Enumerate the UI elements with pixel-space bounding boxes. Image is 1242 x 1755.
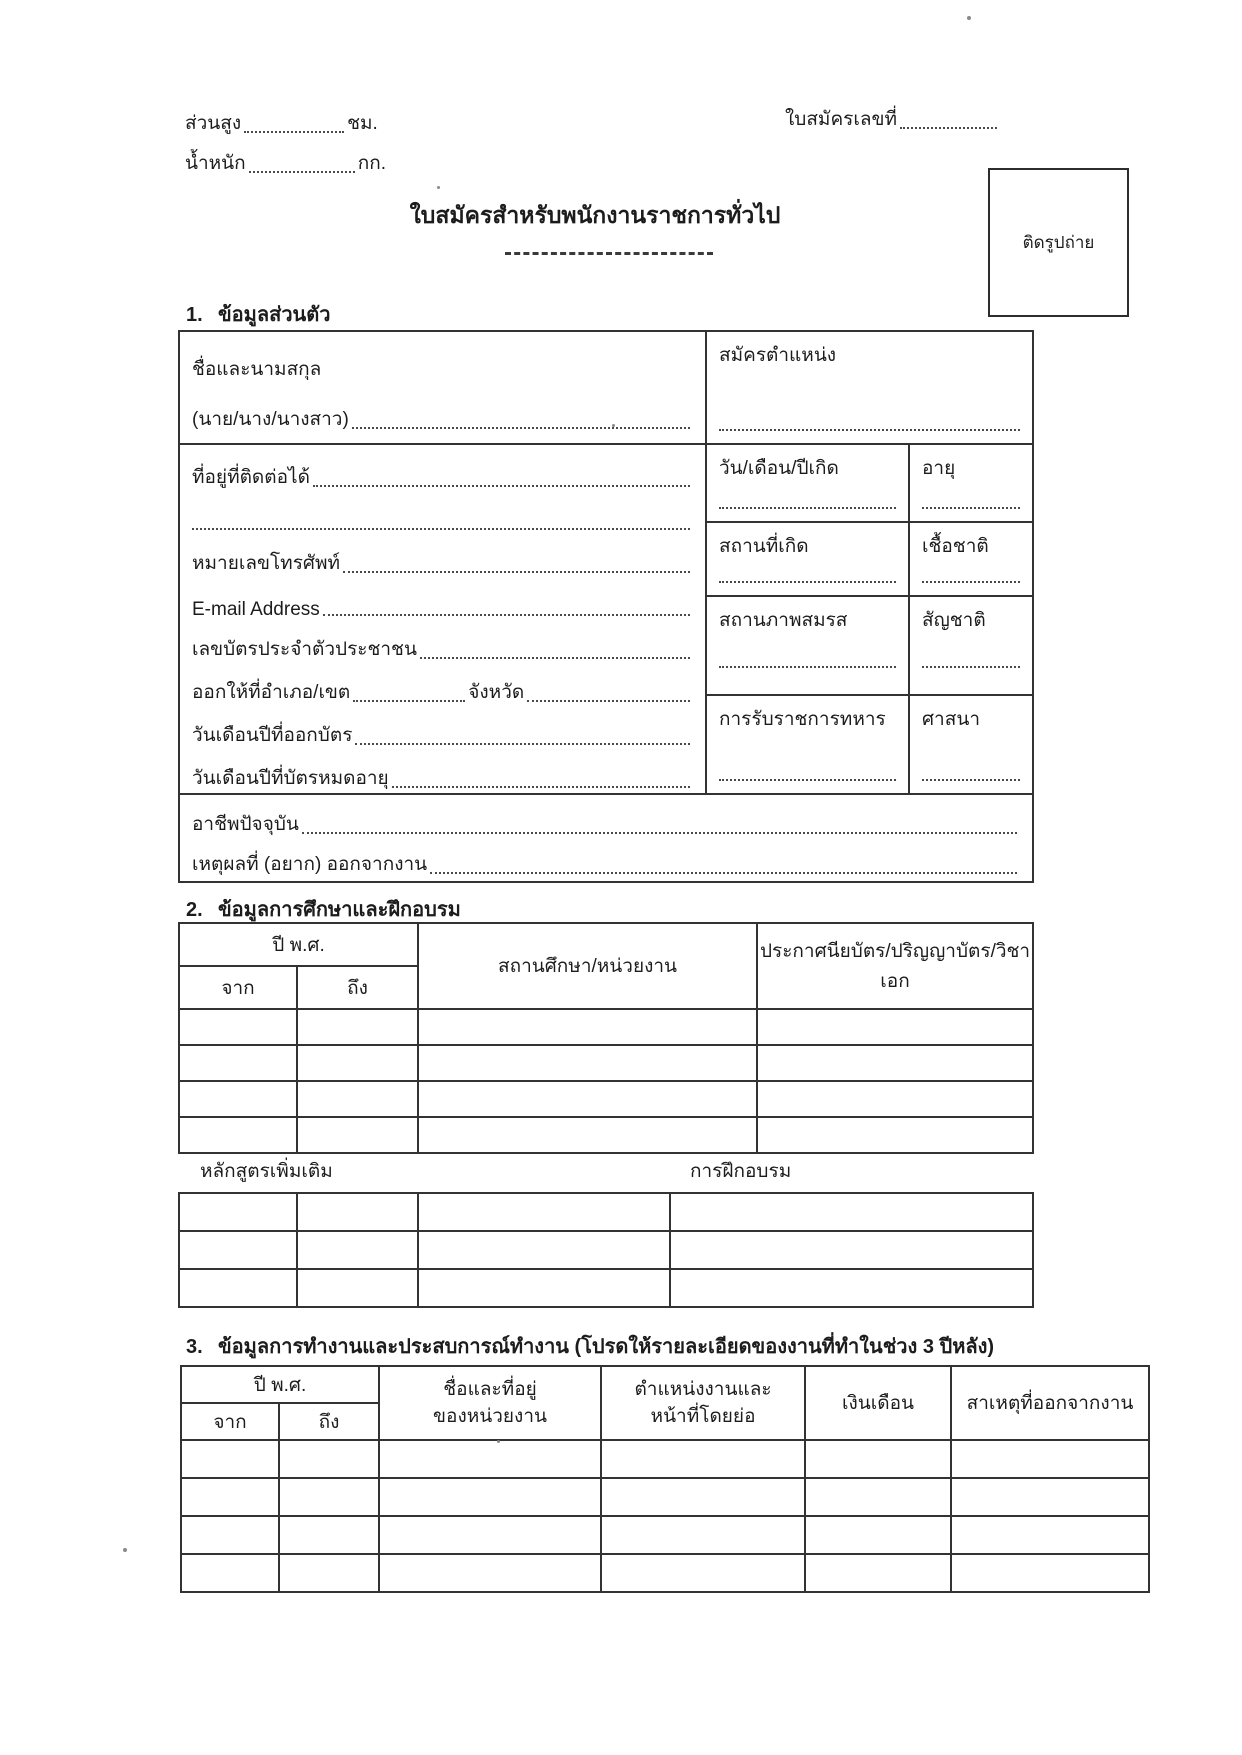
empty-cell bbox=[670, 1193, 1033, 1231]
section1-title: ข้อมูลส่วนตัว bbox=[218, 304, 331, 326]
age-label: อายุ bbox=[922, 458, 956, 479]
birth-date-cell bbox=[706, 444, 909, 522]
weight-label: น้ำหนัก bbox=[185, 153, 246, 174]
height-field bbox=[185, 98, 515, 138]
birth-place-cell bbox=[706, 522, 909, 596]
empty-cell bbox=[181, 1554, 279, 1592]
empty-cell bbox=[951, 1516, 1149, 1554]
empty-cell bbox=[805, 1478, 951, 1516]
table-row bbox=[181, 1516, 1149, 1554]
scan-speck bbox=[612, 424, 615, 427]
application-number-label: ใบสมัครเลขที่ bbox=[785, 109, 898, 130]
training-table bbox=[178, 1192, 1034, 1308]
empty-cell bbox=[601, 1516, 805, 1554]
work-position-header bbox=[601, 1366, 805, 1440]
name-prefix-label: (นาย/นาง/นางสาว) bbox=[192, 409, 349, 430]
height-dotted-line bbox=[244, 131, 344, 133]
empty-cell bbox=[601, 1440, 805, 1478]
age-cell bbox=[909, 444, 1033, 522]
scan-speck bbox=[967, 16, 971, 20]
table-row bbox=[179, 1269, 1033, 1307]
work-table-body bbox=[181, 1440, 1149, 1592]
empty-cell bbox=[670, 1269, 1033, 1307]
military-service-cell bbox=[706, 695, 909, 794]
work-employer-header-line2: ของหน่วยงาน bbox=[433, 1406, 547, 1427]
table-row bbox=[179, 1231, 1033, 1269]
empty-cell bbox=[951, 1440, 1149, 1478]
marital-status-cell bbox=[706, 596, 909, 694]
empty-cell bbox=[757, 1045, 1033, 1081]
training-label: การฝึกอบรม bbox=[690, 1161, 792, 1182]
ethnicity-dotted-line bbox=[922, 581, 1020, 583]
work-salary-header: เงินเดือน bbox=[805, 1366, 951, 1440]
religion-label: ศาสนา bbox=[922, 708, 980, 730]
education-table-body bbox=[179, 1009, 1033, 1153]
empty-cell bbox=[279, 1440, 379, 1478]
section1-heading bbox=[186, 298, 330, 330]
weight-unit: กก. bbox=[357, 153, 386, 174]
scan-speck bbox=[497, 1440, 500, 1443]
work-position-header-line2: หน้าที่โดยย่อ bbox=[650, 1406, 756, 1427]
name-cell bbox=[179, 331, 706, 444]
empty-cell bbox=[805, 1516, 951, 1554]
name-label: ชื่อและนามสกุล bbox=[192, 359, 322, 380]
table-row bbox=[181, 1440, 1149, 1478]
name-dotted-line bbox=[352, 427, 690, 429]
issue-date-dotted-line bbox=[355, 743, 690, 745]
height-label: ส่วนสูง bbox=[185, 113, 242, 134]
education-institution-header: สถานศึกษา/หน่วยงาน bbox=[418, 923, 757, 1009]
email-dotted-line bbox=[323, 614, 690, 616]
empty-cell bbox=[179, 1193, 297, 1231]
work-employer-header-line1: ชื่อและที่อยู่ bbox=[443, 1379, 537, 1400]
empty-cell bbox=[379, 1440, 601, 1478]
empty-cell bbox=[670, 1231, 1033, 1269]
marital-status-dotted-line bbox=[719, 666, 896, 668]
table-row bbox=[179, 1193, 1033, 1231]
empty-cell bbox=[297, 1081, 418, 1117]
empty-cell bbox=[179, 1231, 297, 1269]
scan-speck bbox=[123, 1548, 127, 1552]
empty-cell bbox=[179, 1117, 297, 1153]
issue-date-label: วันเดือนปีที่ออกบัตร bbox=[192, 725, 353, 746]
extra-course-label: หลักสูตรเพิ่มเติม bbox=[200, 1161, 333, 1182]
position-dotted-line bbox=[719, 429, 1020, 431]
table-row bbox=[179, 1117, 1033, 1153]
empty-cell bbox=[297, 1045, 418, 1081]
title-dash-line bbox=[505, 252, 713, 255]
phone-dotted-line bbox=[343, 571, 690, 573]
section3-number: 3. bbox=[186, 1336, 203, 1358]
training-table-body bbox=[179, 1193, 1033, 1307]
section1-number: 1. bbox=[186, 304, 203, 326]
application-number-field bbox=[785, 100, 1000, 134]
ethnicity-label: เชื้อชาติ bbox=[922, 536, 989, 558]
work-leave-reason-header: สาเหตุที่ออกจากงาน bbox=[951, 1366, 1149, 1440]
id-card-label: เลขบัตรประจำตัวประชาชน bbox=[192, 639, 417, 660]
empty-cell bbox=[297, 1009, 418, 1045]
work-to-header: ถึง bbox=[279, 1403, 379, 1440]
empty-cell bbox=[297, 1231, 418, 1269]
empty-cell bbox=[951, 1478, 1149, 1516]
empty-cell bbox=[418, 1081, 757, 1117]
section3-heading bbox=[186, 1330, 1186, 1362]
empty-cell bbox=[418, 1193, 670, 1231]
education-certificate-header: ประกาศนียบัตร/ปริญญาบัตร/วิชาเอก bbox=[757, 923, 1033, 1009]
education-year-header: ปี พ.ศ. bbox=[179, 923, 418, 966]
expiry-date-label: วันเดือนปีที่บัตรหมดอายุ bbox=[192, 768, 389, 789]
empty-cell bbox=[418, 1231, 670, 1269]
leave-reason-label: เหตุผลที่ (อยาก) ออกจากงาน bbox=[192, 854, 428, 875]
leave-reason-dotted-line bbox=[430, 872, 1017, 874]
section3-title: ข้อมูลการทำงานและประสบการณ์ทำงาน (โปรดให้รายละเอียดของงานที่ทำในช่วง 3 ปีหลัง) bbox=[218, 1336, 995, 1358]
table-row bbox=[179, 1081, 1033, 1117]
weight-field bbox=[185, 138, 515, 178]
section2-number: 2. bbox=[186, 899, 203, 921]
address-label: ที่อยู่ที่ติดต่อได้ bbox=[192, 467, 310, 488]
empty-cell bbox=[757, 1081, 1033, 1117]
empty-cell bbox=[418, 1045, 757, 1081]
empty-cell bbox=[279, 1478, 379, 1516]
personal-info-table bbox=[178, 330, 1034, 883]
military-service-dotted-line bbox=[719, 779, 896, 781]
empty-cell bbox=[181, 1478, 279, 1516]
province-label: จังหวัด bbox=[468, 682, 525, 703]
nationality-cell bbox=[909, 596, 1033, 694]
empty-cell bbox=[279, 1516, 379, 1554]
education-table bbox=[178, 922, 1034, 1154]
province-dotted-line bbox=[527, 700, 690, 702]
email-label: E-mail Address bbox=[192, 599, 320, 620]
empty-cell bbox=[601, 1478, 805, 1516]
religion-dotted-line bbox=[922, 779, 1020, 781]
empty-cell bbox=[601, 1554, 805, 1592]
education-to-header: ถึง bbox=[297, 966, 418, 1009]
page-title: ใบสมัครสำหรับพนักงานราชการทั่วไป bbox=[409, 202, 781, 228]
work-year-header: ปี พ.ศ. bbox=[181, 1366, 379, 1403]
empty-cell bbox=[179, 1269, 297, 1307]
ethnicity-cell bbox=[909, 522, 1033, 596]
work-position-header-line1: ตำแหน่งงานและ bbox=[634, 1379, 772, 1400]
empty-cell bbox=[297, 1193, 418, 1231]
empty-cell bbox=[379, 1516, 601, 1554]
empty-cell bbox=[297, 1269, 418, 1307]
empty-cell bbox=[279, 1554, 379, 1592]
expiry-date-dotted-line bbox=[392, 786, 690, 788]
empty-cell bbox=[757, 1117, 1033, 1153]
table-row bbox=[181, 1554, 1149, 1592]
application-number-dotted-line bbox=[900, 127, 997, 129]
empty-cell bbox=[418, 1009, 757, 1045]
empty-cell bbox=[181, 1516, 279, 1554]
birth-place-dotted-line bbox=[719, 581, 896, 583]
id-card-dotted-line bbox=[420, 657, 690, 659]
work-experience-table bbox=[180, 1365, 1150, 1593]
issued-at-label: ออกให้ที่อำเภอ/เขต bbox=[192, 682, 351, 703]
address-dotted-line bbox=[313, 485, 690, 487]
birth-place-label: สถานที่เกิด bbox=[719, 536, 809, 558]
contact-details-cell bbox=[179, 444, 706, 794]
address-dotted-line-2 bbox=[192, 528, 690, 530]
empty-cell bbox=[179, 1045, 297, 1081]
weight-dotted-line bbox=[249, 171, 355, 173]
photo-box bbox=[988, 168, 1129, 317]
position-applied-cell bbox=[706, 331, 1033, 444]
occupation-dotted-line bbox=[302, 832, 1017, 834]
phone-label: หมายเลขโทรศัพท์ bbox=[192, 553, 341, 574]
empty-cell bbox=[757, 1009, 1033, 1045]
religion-cell bbox=[909, 695, 1033, 794]
occupation-label: อาชีพปัจจุบัน bbox=[192, 814, 299, 835]
birth-date-dotted-line bbox=[719, 507, 896, 509]
table-row bbox=[179, 1009, 1033, 1045]
nationality-dotted-line bbox=[922, 666, 1020, 668]
empty-cell bbox=[379, 1478, 601, 1516]
table-row bbox=[179, 1045, 1033, 1081]
empty-cell bbox=[181, 1440, 279, 1478]
empty-cell bbox=[805, 1440, 951, 1478]
height-unit: ชม. bbox=[347, 113, 378, 134]
military-service-label: การรับราชการทหาร bbox=[719, 708, 886, 730]
photo-box-label: ติดรูปถ่าย bbox=[1022, 233, 1095, 252]
work-employer-header bbox=[379, 1366, 601, 1440]
empty-cell bbox=[379, 1554, 601, 1592]
education-from-header: จาก bbox=[179, 966, 297, 1009]
position-applied-label: สมัครตำแหน่ง bbox=[719, 345, 837, 366]
table-row bbox=[181, 1478, 1149, 1516]
nationality-label: สัญชาติ bbox=[922, 610, 986, 632]
height-weight-block bbox=[185, 98, 515, 178]
empty-cell bbox=[179, 1081, 297, 1117]
empty-cell bbox=[179, 1009, 297, 1045]
empty-cell bbox=[805, 1554, 951, 1592]
occupation-cell bbox=[179, 794, 1033, 882]
empty-cell bbox=[951, 1554, 1149, 1592]
empty-cell bbox=[418, 1269, 670, 1307]
work-from-header: จาก bbox=[181, 1403, 279, 1440]
birth-date-label: วัน/เดือน/ปีเกิด bbox=[719, 458, 839, 479]
issued-at-dotted-line bbox=[353, 700, 465, 702]
section2-heading bbox=[186, 893, 461, 925]
empty-cell bbox=[418, 1117, 757, 1153]
empty-cell bbox=[297, 1117, 418, 1153]
scan-speck bbox=[437, 186, 440, 189]
marital-status-label: สถานภาพสมรส bbox=[719, 610, 848, 632]
section2-title: ข้อมูลการศึกษาและฝึกอบรม bbox=[218, 899, 461, 921]
age-dotted-line bbox=[922, 507, 1020, 509]
